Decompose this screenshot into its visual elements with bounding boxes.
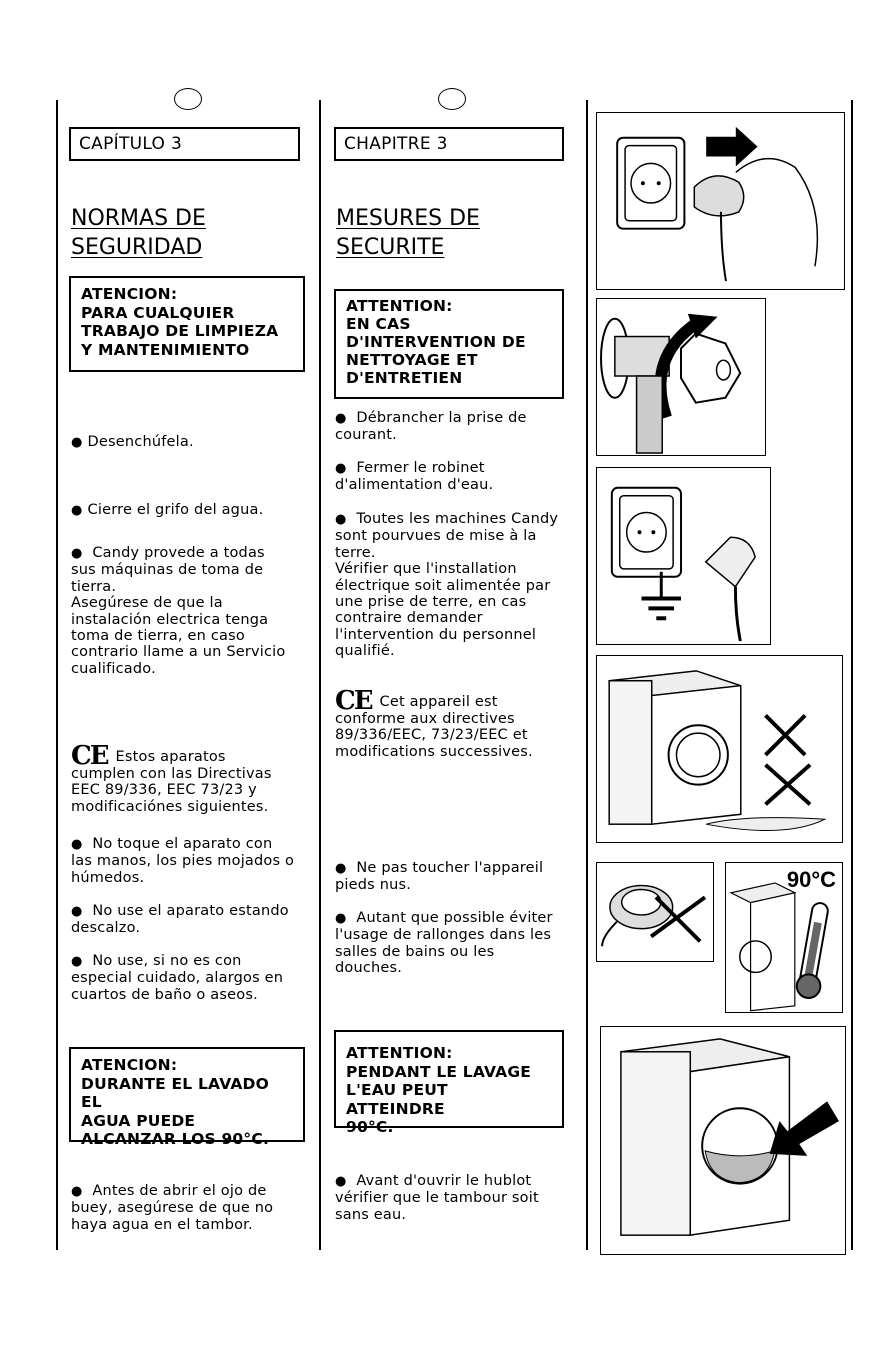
language-marker-spanish [174,88,202,110]
warning-box-temperature-spanish: ATENCION: DURANTE EL LAVADO EL AGUA PUEDE ALCANZAR LOS 90°C. [69,1047,305,1142]
illustration-unplug [596,112,845,290]
section-title-spanish: NORMAS DE SEGURIDAD [71,206,206,260]
instruction-close-tap-spanish: ● Cierre el grifo del agua. [71,502,263,519]
instruction-close-tap-french: ● Fermer le robinet d'alimentation d'eau. [335,460,580,494]
illustration-temperature [725,862,843,1013]
instruction-extension-spanish: ● No use, si no es con especial cuidado, alargos en cuartos de baño o aseos. [71,953,311,1003]
column-divider-edge [851,100,853,1250]
ce-text-spanish: Estos aparatos cumplen con las Directivas EEC 89/336, EEC 73/23 y modificaciónes siguientes. [71,749,272,815]
illustration-earth [596,467,771,645]
section-title-french: MESURES DE SECURITE [336,206,480,260]
ce-conformity-french [335,677,580,760]
water-tap-icon [597,299,765,455]
instruction-earth-french: ● Toutes les machines Candy sont pourvues de mise à la terre. Vérifier que l'installation électrique soit alimentée par une prise de terre, en cas contraire demander l'intervention du personnel qualifié. [335,511,580,660]
instruction-door-spanish: ● Antes de abrir el ojo de buey, asegúrese de que no haya agua en el tambor. [71,1183,311,1233]
language-marker-french [438,88,466,110]
temperature-label: 90°C [786,867,836,892]
chapter-label-french: CHAPITRE 3 [334,127,564,161]
unplug-socket-icon [597,113,844,289]
warning-box-cleaning-french: ATTENTION: EN CAS D'INTERVENTION DE NETTOYAGE ET D'ENTRETIEN [334,289,564,399]
column-divider-left [56,100,58,1250]
illustration-water-tap [596,298,766,456]
warning-box-temperature-french: ATTENTION: PENDANT LE LAVAGE L'EAU PEUT ATTEINDRE 90°C. [334,1030,564,1128]
instruction-extension-french: ● Autant que possible éviter l'usage de rallonges dans les salles de bains ou les douches. [335,910,580,977]
instruction-no-touch-spanish: ● No toque el aparato con las manos, los pies mojados o húmedos. [71,836,311,886]
instruction-door-french: ● Avant d'ouvrir le hublot vérifier que le tambour soit sans eau. [335,1173,580,1223]
extension-reel-icon [597,863,713,961]
ce-text-french: Cet appareil est conforme aux directives 89/336/EEC, 73/23/EEC et modifications successives. [335,694,533,760]
instruction-unplug-french: ● Débrancher la prise de courant. [335,410,580,444]
warning-box-cleaning-spanish: ATENCION: PARA CUALQUIER TRABAJO DE LIMPIEZA Y MANTENIMIENTO [69,276,305,372]
illustration-no-wet-hands [596,655,843,843]
instruction-barefoot-french: ● Ne pas toucher l'appareil pieds nus. [335,860,580,894]
instruction-earth-spanish: ● Candy provede a todas sus máquinas de toma de tierra. Asegúrese de que la instalación electrica tenga toma de tierra, en caso contrario llame a un Servicio cualificado. [71,545,311,677]
washing-machine-door-icon [601,1027,845,1254]
illustration-no-extension [596,862,714,962]
instruction-unplug-spanish: ● Desenchúfela. [71,434,194,451]
washing-machine-wet-icon [597,656,842,842]
earth-ground-icon [597,468,770,644]
column-divider-right [586,100,588,1250]
ce-mark-spanish: CE [71,741,108,772]
chapter-label-spanish: CAPÍTULO 3 [69,127,300,161]
illustration-door-water [600,1026,846,1255]
ce-conformity-spanish [71,732,311,815]
instruction-barefoot-spanish: ● No use el aparato estando descalzo. [71,903,311,937]
ce-mark-french: CE [335,686,372,717]
column-divider-middle [319,100,321,1250]
